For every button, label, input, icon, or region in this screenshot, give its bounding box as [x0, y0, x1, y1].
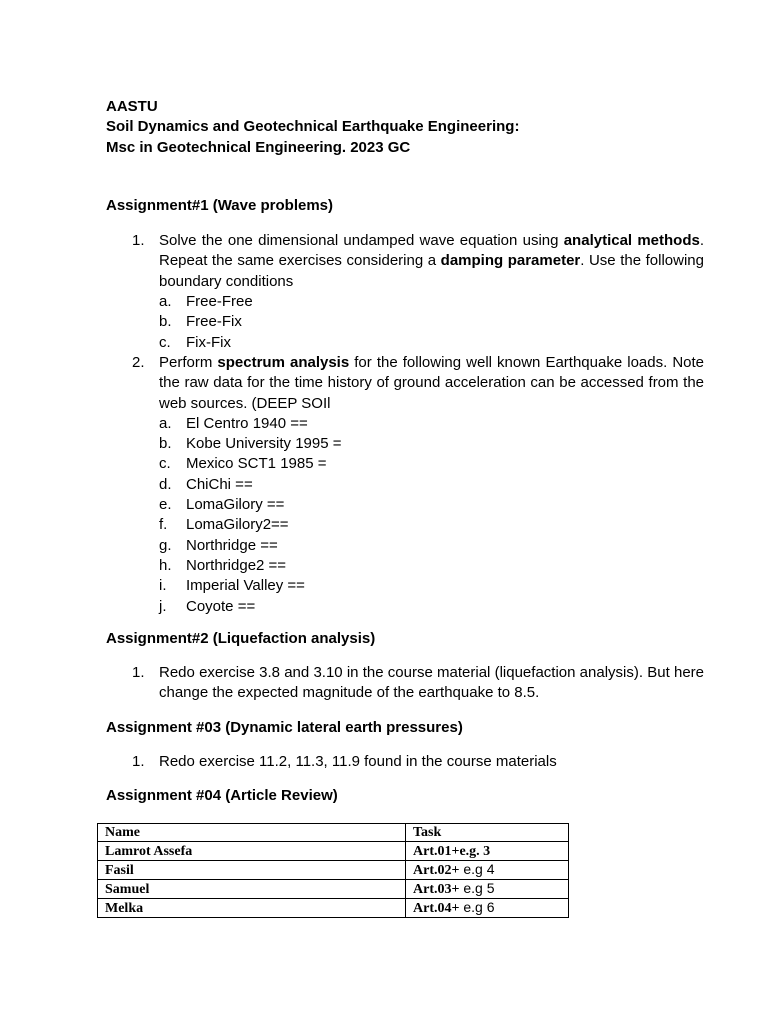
- task-cell: Art.01+e.g. 3: [406, 842, 569, 861]
- student-name: Lamrot Assefa: [98, 842, 406, 861]
- table-row: [98, 861, 569, 880]
- list-item: f. LomaGilory2==: [159, 516, 289, 534]
- question-1: [106, 231, 704, 353]
- question-number: 2.: [132, 353, 145, 371]
- list-item: b. Kobe University 1995 =: [159, 435, 342, 453]
- table-header-row: [98, 824, 569, 842]
- article-review-table: [97, 823, 569, 918]
- list-item: g. Northridge ==: [159, 536, 278, 554]
- question-text-part: . Repeat the same exercises considering a: [159, 232, 705, 270]
- question-2: [106, 353, 704, 617]
- list-item: b. Free-Fix: [159, 313, 242, 331]
- task-cell: Art.02+ e.g 4: [406, 861, 569, 880]
- task-cell: Art.04+ e.g 6: [406, 899, 569, 918]
- table-row: [98, 899, 569, 918]
- emphasis-spectrum-analysis: spectrum analysis: [217, 353, 350, 371]
- program-year: Msc in Geotechnical Engineering. 2023 GC: [106, 138, 411, 156]
- emphasis-damping-parameter: damping parameter: [440, 252, 581, 270]
- assignment-4-title: Assignment #04 (Article Review): [106, 787, 338, 805]
- list-item: i. Imperial Valley ==: [159, 577, 305, 595]
- list-item: c. Fix-Fix: [159, 333, 231, 351]
- assignment-3-questions: [106, 752, 704, 772]
- column-header-name: Name: [98, 824, 406, 842]
- earthquake-list: [159, 414, 704, 617]
- question-number: 1.: [132, 753, 145, 771]
- table-row: [98, 842, 569, 861]
- course-title: Soil Dynamics and Geotechnical Earthquake Engineering:: [106, 118, 520, 136]
- question-text-part: . Use the following boundary conditions: [159, 252, 704, 290]
- question-number: 1.: [132, 664, 145, 682]
- assignment-2-title: Assignment#2 (Liquefaction analysis): [106, 629, 376, 647]
- student-name: Samuel: [98, 880, 406, 899]
- document-page: [106, 97, 704, 807]
- question-text-part: Solve the one dimensional undamped wave equation using: [159, 232, 564, 250]
- question-number: 1.: [132, 232, 145, 250]
- task-cell: Art.03+ e.g 5: [406, 880, 569, 899]
- list-item: h. Northridge2 ==: [159, 556, 287, 574]
- list-item: a. El Centro 1940 ==: [159, 414, 308, 432]
- institution-name: AASTU: [106, 98, 158, 115]
- assignment-1-title: Assignment#1 (Wave problems): [106, 196, 333, 214]
- question-text: Redo exercise 3.8 and 3.10 in the course material (liquefaction analysis). But here change the expected magnitude of the earthquake to 8.5.: [159, 664, 704, 702]
- question-1: [106, 663, 704, 704]
- assignment-2-questions: [106, 663, 704, 704]
- table-row: [98, 880, 569, 899]
- list-item: a. Free-Free: [159, 293, 253, 311]
- student-name: Melka: [98, 899, 406, 918]
- column-header-task: Task: [406, 824, 569, 842]
- list-item: c. Mexico SCT1 1985 =: [159, 455, 327, 473]
- list-item: e. LomaGilory ==: [159, 496, 285, 514]
- question-text-part: Perform: [159, 353, 218, 371]
- emphasis-analytical-methods: analytical methods: [563, 232, 700, 250]
- question-text: Redo exercise 11.2, 11.3, 11.9 found in the course materials: [159, 753, 557, 771]
- list-item: d. ChiChi ==: [159, 475, 253, 493]
- question-1: [106, 752, 704, 772]
- assignment-1-questions: [106, 231, 704, 617]
- boundary-conditions-list: [159, 292, 704, 353]
- list-item: j. Coyote ==: [159, 597, 256, 615]
- assignment-3-title: Assignment #03 (Dynamic lateral earth pressures): [106, 718, 463, 736]
- question-text-part: for the following well known Earthquake loads. Note the raw data for the time history of ground acceleration can be accessed from the web sources. (DEEP SOIl: [159, 353, 704, 412]
- student-name: Fasil: [98, 861, 406, 880]
